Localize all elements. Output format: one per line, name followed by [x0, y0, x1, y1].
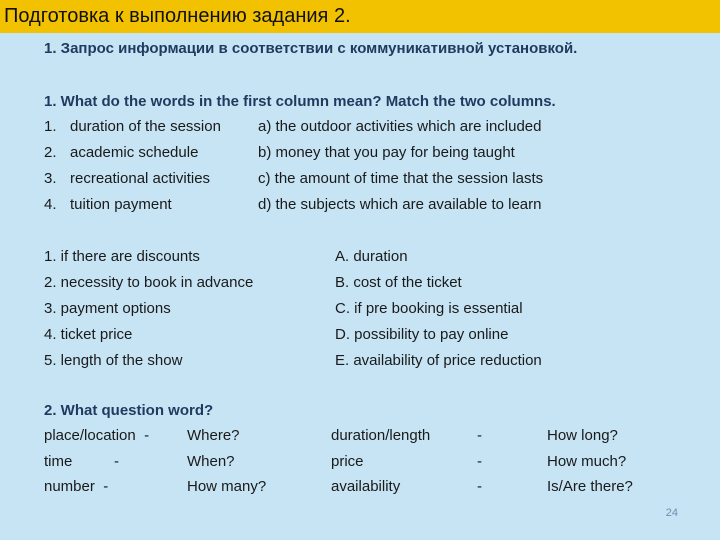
- qw-dash-2: -: [477, 453, 482, 470]
- s1-left-item-4: tuition payment: [70, 196, 172, 213]
- s1-left-num-3: 3.: [44, 170, 57, 187]
- qw-term-1: place/location -: [44, 427, 150, 444]
- qw-term-2: time -: [44, 453, 120, 470]
- s2-left-item-4: 4. ticket price: [44, 326, 133, 343]
- s2-right-item-a: A. duration: [335, 248, 408, 265]
- s2-left-item-1: 1. if there are discounts: [44, 248, 200, 265]
- slide-subtitle: 1. Запрос информации в соответствии с коммуникативной установкой.: [44, 40, 578, 57]
- s1-right-item-a: a) the outdoor activities which are included: [258, 118, 542, 135]
- qw-question2-3: Is/Are there?: [547, 478, 633, 495]
- s2-left-item-3: 3. payment options: [44, 300, 171, 317]
- qw-term-3: number -: [44, 478, 109, 495]
- s1-right-item-d: d) the subjects which are available to learn: [258, 196, 542, 213]
- qw-term2-1: duration/length: [331, 427, 431, 444]
- qw-question2-1: How long?: [547, 427, 618, 444]
- qw-question-3: How many?: [187, 478, 267, 495]
- qw-question2-2: How much?: [547, 453, 627, 470]
- s1-left-item-3: recreational activities: [70, 170, 211, 187]
- s2-left-item-2: 2. necessity to book in advance: [44, 274, 254, 291]
- qw-question-2: When?: [187, 453, 235, 470]
- s1-right-item-c: c) the amount of time that the session lasts: [258, 170, 544, 187]
- s2-left-item-5: 5. length of the show: [44, 352, 183, 369]
- s1-left-item-2: academic schedule: [70, 144, 199, 161]
- s1-left-num-2: 2.: [44, 144, 57, 161]
- s1-left-num-1: 1.: [44, 118, 57, 135]
- s2-right-item-e: E. availability of price reduction: [335, 352, 542, 369]
- section1-heading: 1. What do the words in the first column mean? Match the two columns.: [44, 93, 556, 110]
- slide-title: Подготовка к выполнению задания 2.: [0, 0, 720, 33]
- s1-right-item-b: b) money that you pay for being taught: [258, 144, 515, 161]
- qw-term2-2: price: [331, 453, 364, 470]
- s1-left-num-4: 4.: [44, 196, 57, 213]
- qw-term2-3: availability: [331, 478, 401, 495]
- qw-dash-3: -: [477, 478, 482, 495]
- s1-left-item-1: duration of the session: [70, 118, 221, 135]
- page-number: 24: [665, 507, 678, 519]
- qw-dash-1: -: [477, 427, 482, 444]
- section2-heading: 2. What question word?: [44, 402, 214, 419]
- qw-question-1: Where?: [187, 427, 240, 444]
- s2-right-item-c: C. if pre booking is essential: [335, 300, 523, 317]
- s2-right-item-d: D. possibility to pay online: [335, 326, 509, 343]
- s2-right-item-b: B. cost of the ticket: [335, 274, 462, 291]
